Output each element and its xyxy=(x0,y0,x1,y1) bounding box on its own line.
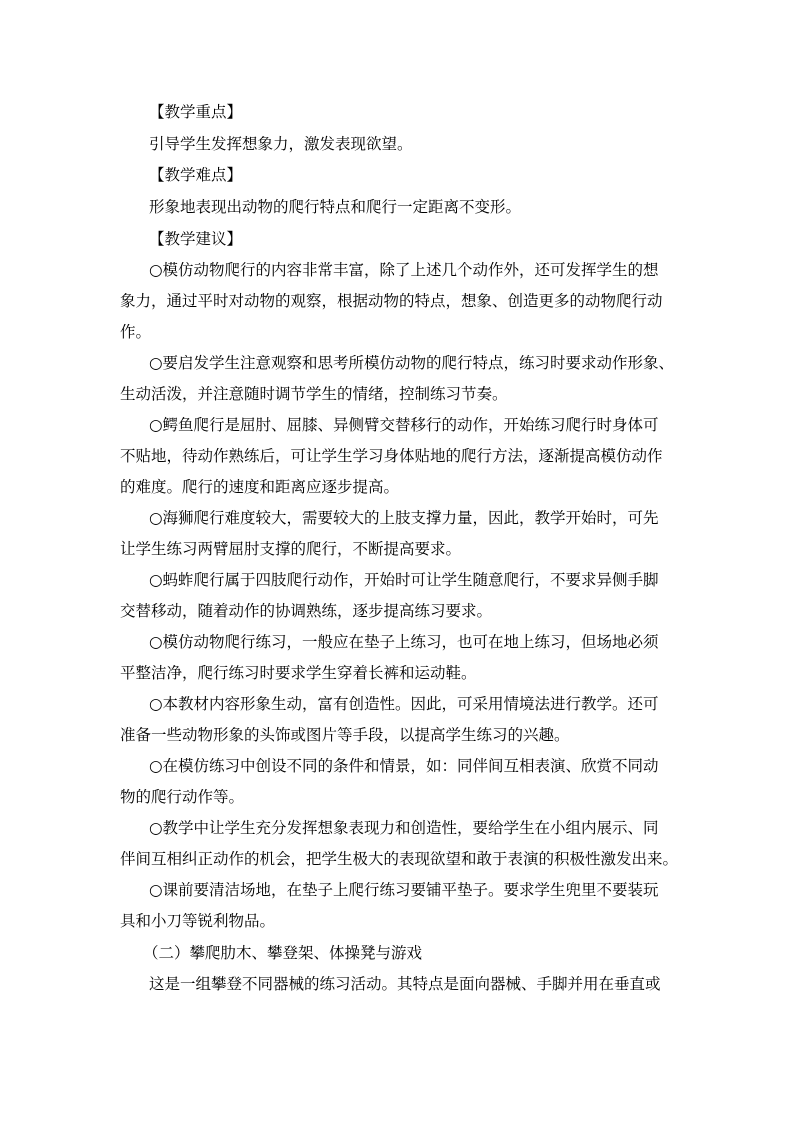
paragraph-line: 生动活泼，并注意随时调节学生的情绪，控制练习节奏。 xyxy=(120,385,508,403)
paragraph-line: ○课前要清洁场地，在垫子上爬行练习要铺平垫子。要求学生兜里不要装玩 xyxy=(149,881,659,899)
paragraph-line: ○模仿动物爬行的内容非常丰富，除了上述几个动作外，还可发挥学生的想 xyxy=(149,261,659,279)
paragraph-line: 作。 xyxy=(120,323,152,341)
paragraph-line: 形象地表现出动物的爬行特点和爬行一定距离不变形。 xyxy=(149,198,522,216)
paragraph-line: 的难度。爬行的速度和距离应逐步提高。 xyxy=(120,478,400,496)
paragraph-line: 让学生练习两臂屈肘支撑的爬行，不断提高要求。 xyxy=(120,540,462,558)
paragraph-line: ○要启发学生注意观察和思考所模仿动物的爬行特点，练习时要求动作形象、 xyxy=(149,354,675,372)
paragraph-line: ○在模仿练习中创设不同的条件和情景，如：同伴间互相表演、欣赏不同动 xyxy=(149,757,659,775)
paragraph-line: ○本教材内容形象生动，富有创造性。因此，可采用情境法进行教学。还可 xyxy=(149,695,659,713)
paragraph-line: 伴间互相纠正动作的机会，把学生极大的表现欲望和敢于表演的积极性激发出来。 xyxy=(120,850,679,868)
paragraph-line: 这是一组攀登不同器械的练习活动。其特点是面向器械、手脚并用在垂直或 xyxy=(149,975,661,993)
paragraph-line: 物的爬行动作等。 xyxy=(120,788,245,806)
paragraph-line: 象力，通过平时对动物的观察，根据动物的特点，想象、创造更多的动物爬行动 xyxy=(120,292,663,310)
paragraph-line: ○鳄鱼爬行是屈肘、屈膝、异侧臂交替移行的动作，开始练习爬行时身体可 xyxy=(149,416,659,434)
section-heading: （二）攀爬肋木、攀登架、体操凳与游戏 xyxy=(143,944,423,962)
paragraph-line: 引导学生发挥想象力，激发表现欲望。 xyxy=(149,135,413,153)
paragraph-line: ○蚂蚱爬行属于四肢爬行动作，开始时可让学生随意爬行，不要求异侧手脚 xyxy=(149,571,659,589)
heading-teaching-difficulty: 【教学难点】 xyxy=(149,166,243,184)
heading-teaching-focus: 【教学重点】 xyxy=(149,103,243,121)
paragraph-line: ○模仿动物爬行练习，一般应在垫子上练习，也可在地上练习，但场地必须 xyxy=(149,633,659,651)
paragraph-line: 交替移动，随着动作的协调熟练，逐步提高练习要求。 xyxy=(120,602,493,620)
paragraph-line: 具和小刀等锐利物品。 xyxy=(120,912,276,930)
paragraph-line: ○教学中让学生充分发挥想象表现力和创造性，要给学生在小组内展示、同 xyxy=(149,819,659,837)
paragraph-line: 不贴地，待动作熟练后，可让学生学习身体贴地的爬行方法，逐渐提高模仿动作 xyxy=(120,447,663,465)
paragraph-line: 准备一些动物形象的头饰或图片等手段，以提高学生练习的兴趣。 xyxy=(120,726,570,744)
paragraph-line: ○海狮爬行难度较大，需要较大的上肢支撑力量，因此，教学开始时，可先 xyxy=(149,509,659,527)
heading-teaching-suggestions: 【教学建议】 xyxy=(149,230,243,248)
paragraph-line: 平整洁净，爬行练习时要求学生穿着长裤和运动鞋。 xyxy=(120,664,477,682)
